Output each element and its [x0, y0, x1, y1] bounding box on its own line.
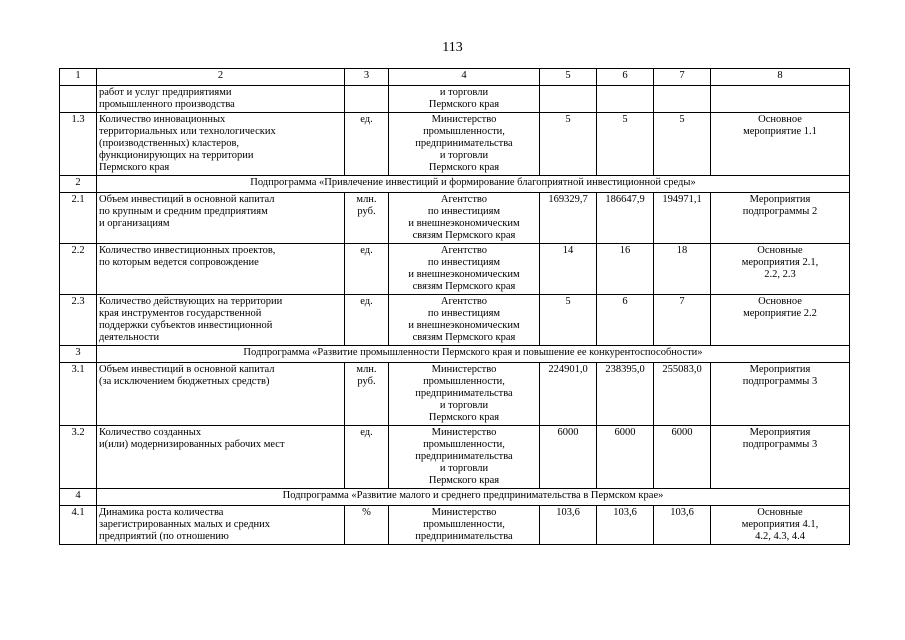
value-col5: 14 [540, 244, 597, 295]
unit: ед. [345, 295, 389, 346]
row-number: 2.1 [60, 193, 97, 244]
indicator-name: Объем инвестиций в основной капитал (за исключением бюджетных средств) [97, 363, 345, 426]
table-row [60, 426, 850, 489]
row-number: 3.2 [60, 426, 97, 489]
value-col7: 103,6 [654, 506, 711, 545]
unit: ед. [345, 113, 389, 176]
row-number: 3.1 [60, 363, 97, 426]
activity-note: Основные мероприятия 2.1, 2.2, 2.3 [711, 244, 850, 295]
responsible-org: Министерство промышленности, предпринимательства и торговли Пермского края [389, 426, 540, 489]
responsible-org: Министерство промышленности, предпринимательства [389, 506, 540, 545]
activity-note: Мероприятия подпрограммы 3 [711, 426, 850, 489]
value-col7: 6000 [654, 426, 711, 489]
table-row [60, 295, 850, 346]
header-cell: 3 [345, 69, 389, 86]
header-cell: 4 [389, 69, 540, 86]
row-number: 2.2 [60, 244, 97, 295]
value-col6: 5 [597, 113, 654, 176]
header-cell: 7 [654, 69, 711, 86]
header-cell: 6 [597, 69, 654, 86]
value-col6: 6000 [597, 426, 654, 489]
page-number: 113 [442, 40, 463, 55]
activity-note: Мероприятия подпрограммы 2 [711, 193, 850, 244]
header-row [60, 69, 850, 86]
value-col5: 6000 [540, 426, 597, 489]
unit: млн. руб. [345, 193, 389, 244]
value-col6: 103,6 [597, 506, 654, 545]
activity-note: Основные мероприятия 4.1, 4.2, 4.3, 4.4 [711, 506, 850, 545]
indicator-name: Количество созданных и(или) модернизированных рабочих мест [97, 426, 345, 489]
subprogram-title: Подпрограмма «Развитие малого и среднего предпринимательства в Пермском крае» [97, 489, 850, 506]
value-col5: 169329,7 [540, 193, 597, 244]
header-cell: 5 [540, 69, 597, 86]
table-row [60, 86, 850, 113]
value-col7: 255083,0 [654, 363, 711, 426]
indicator-name: работ и услуг предприятиями промышленного производства [97, 86, 345, 113]
subprogram-row [60, 176, 850, 193]
header-cell: 1 [60, 69, 97, 86]
unit: млн. руб. [345, 363, 389, 426]
unit [345, 86, 389, 113]
indicator-name: Количество инвестиционных проектов, по которым ведется сопровождение [97, 244, 345, 295]
value-col6: 186647,9 [597, 193, 654, 244]
value-col5: 5 [540, 295, 597, 346]
value-col7 [654, 86, 711, 113]
activity-note [711, 86, 850, 113]
value-col7: 7 [654, 295, 711, 346]
header-cell: 2 [97, 69, 345, 86]
unit: ед. [345, 244, 389, 295]
responsible-org: и торговли Пермского края [389, 86, 540, 113]
subprogram-title: Подпрограмма «Привлечение инвестиций и формирование благоприятной инвестиционной среды» [97, 176, 850, 193]
table-row [60, 363, 850, 426]
responsible-org: Агентство по инвестициям и внешнеэкономическим связям Пермского края [389, 244, 540, 295]
row-number: 2.3 [60, 295, 97, 346]
table-row [60, 244, 850, 295]
subprogram-row [60, 346, 850, 363]
subprogram-number: 2 [60, 176, 97, 193]
value-col7: 18 [654, 244, 711, 295]
activity-note: Основное мероприятие 2.2 [711, 295, 850, 346]
header-cell: 8 [711, 69, 850, 86]
row-number: 1.3 [60, 113, 97, 176]
value-col6: 6 [597, 295, 654, 346]
value-col7: 194971,1 [654, 193, 711, 244]
unit: % [345, 506, 389, 545]
activity-note: Мероприятия подпрограммы 3 [711, 363, 850, 426]
activity-note: Основное мероприятие 1.1 [711, 113, 850, 176]
subprogram-title: Подпрограмма «Развитие промышленности Пермского края и повышение ее конкурентоспособности» [97, 346, 850, 363]
unit: ед. [345, 426, 389, 489]
indicator-name: Объем инвестиций в основной капитал по крупным и средним предприятиям и организациям [97, 193, 345, 244]
subprogram-number: 4 [60, 489, 97, 506]
responsible-org: Агентство по инвестициям и внешнеэкономическим связям Пермского края [389, 193, 540, 244]
row-number: 4.1 [60, 506, 97, 545]
value-col6: 238395,0 [597, 363, 654, 426]
value-col5: 103,6 [540, 506, 597, 545]
responsible-org: Агентство по инвестициям и внешнеэкономическим связям Пермского края [389, 295, 540, 346]
indicator-name: Динамика роста количества зарегистрированных малых и средних предприятий (по отношению [97, 506, 345, 545]
value-col6: 16 [597, 244, 654, 295]
value-col5: 5 [540, 113, 597, 176]
indicator-name: Количество действующих на территории края инструментов государственной поддержки субъектов инвестиционной деятельности [97, 295, 345, 346]
table-row [60, 113, 850, 176]
value-col5 [540, 86, 597, 113]
subprogram-number: 3 [60, 346, 97, 363]
value-col5: 224901,0 [540, 363, 597, 426]
responsible-org: Министерство промышленности, предпринимательства и торговли Пермского края [389, 363, 540, 426]
responsible-org: Министерство промышленности, предпринимательства и торговли Пермского края [389, 113, 540, 176]
row-number [60, 86, 97, 113]
table-row [60, 193, 850, 244]
table-row [60, 506, 850, 545]
value-col6 [597, 86, 654, 113]
indicator-name: Количество инновационных территориальных или технологических (производственных) кластеров, функционирующих на территории Пермского края [97, 113, 345, 176]
value-col7: 5 [654, 113, 711, 176]
subprogram-row [60, 489, 850, 506]
indicators-table [59, 68, 850, 545]
